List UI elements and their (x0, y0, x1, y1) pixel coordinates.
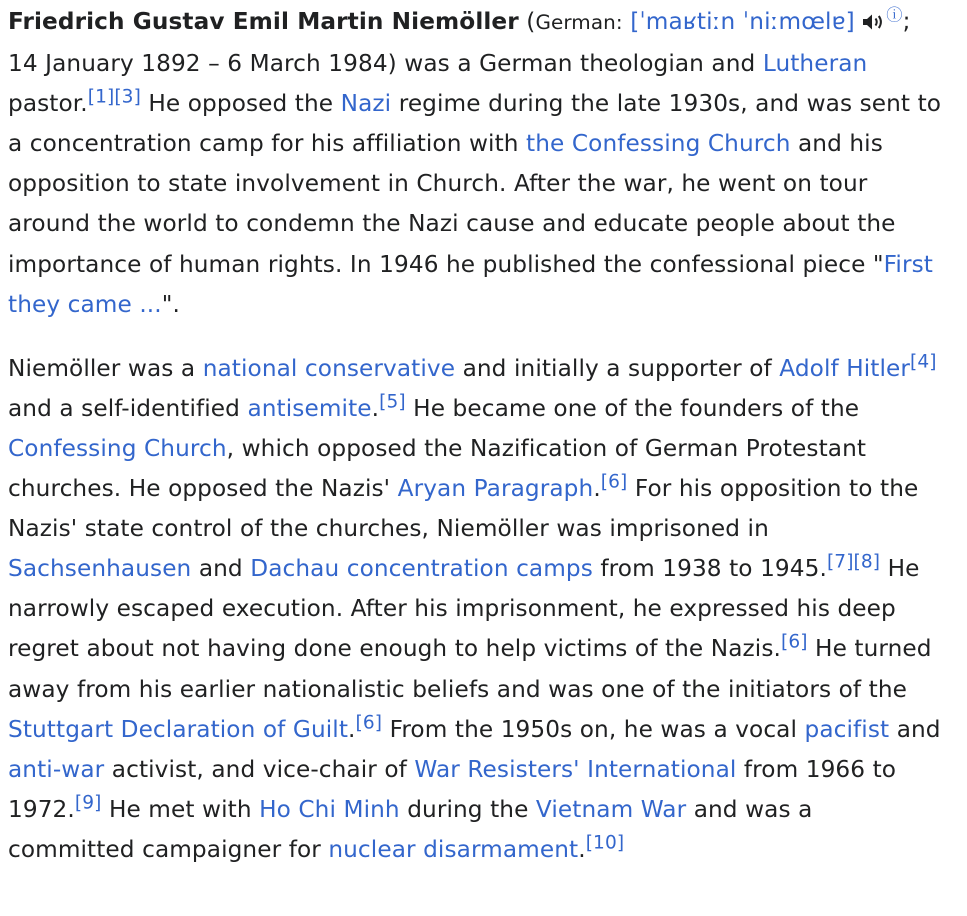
link-stuttgart-declaration[interactable]: Stuttgart Declaration of Guilt (8, 715, 349, 743)
text: ". (161, 290, 180, 318)
link-nuclear-disarmament[interactable]: nuclear disarmament (328, 835, 579, 863)
link-dachau[interactable]: Dachau concentration camps (250, 555, 593, 583)
text: He narrowly escaped execution. After his imprisonment, he expressed his deep regret about not having done enough to help victims of the Nazis. (8, 555, 920, 663)
text: . (578, 835, 586, 863)
text: activist, and vice-chair of (104, 755, 415, 783)
text: during the (399, 795, 536, 823)
link-confessing-church-2[interactable]: Confessing Church (8, 434, 227, 462)
lang-label: German: (535, 10, 623, 34)
link-aryan-paragraph[interactable]: Aryan Paragraph (397, 475, 594, 503)
lang-open: ( (518, 8, 536, 35)
text: For his opposition to the Nazis' state control of the churches, Niemöller was imprisoned in (8, 475, 919, 543)
text: and a self-identified (8, 394, 248, 422)
text: and was a committed campaigner for (8, 795, 813, 863)
link-antisemite[interactable]: antisemite (247, 394, 372, 422)
link-lutheran[interactable]: Lutheran (762, 50, 868, 78)
link-ho-chi-minh[interactable]: Ho Chi Minh (259, 795, 400, 823)
article-subject: Friedrich Gustav Emil Martin Niemöller (8, 8, 519, 35)
link-war-resisters[interactable]: War Resisters' International (414, 755, 737, 783)
text: From the 1950s on, he was a vocal (382, 715, 805, 743)
ref-5[interactable]: [5] (379, 391, 406, 413)
info-icon[interactable]: ⓘ (886, 5, 903, 25)
ref-9[interactable]: [9] (74, 792, 102, 814)
ref-4[interactable]: [4] (910, 351, 937, 373)
text: He met with (101, 795, 260, 823)
ref-3[interactable]: [3] (114, 86, 141, 108)
link-national-conservative[interactable]: national conservative (202, 354, 456, 382)
ref-6c[interactable]: [6] (355, 711, 383, 733)
text: He opposed the (140, 90, 341, 118)
text: from 1938 to 1945. (592, 555, 827, 583)
link-confessing-church[interactable]: the Confessing Church (526, 130, 791, 158)
speaker-icon[interactable] (862, 4, 886, 44)
ref-1[interactable]: [1] (87, 86, 115, 108)
text: and initially a supporter of (455, 354, 780, 382)
ipa-link[interactable]: [ˈmaʁtiːn ˈniːmœlɐ] (630, 8, 855, 35)
text: , which opposed the Nazification of German Protestant churches. He opposed the Nazis' (8, 434, 867, 503)
link-pacifist[interactable]: pacifist (804, 715, 890, 743)
ref-10[interactable]: [10] (585, 832, 625, 854)
ref-6[interactable]: [6] (600, 471, 628, 493)
ref-6b[interactable]: [6] (781, 631, 808, 653)
text: Niemöller was a (8, 354, 203, 382)
text: regime during the late 1930s, and was sent to a concentration camp for his affiliation with (8, 90, 942, 158)
link-sachsenhausen[interactable]: Sachsenhausen (8, 555, 192, 583)
text: and his opposition to state involvement in Church. After the war, he went on tour around the world to condemn the Nazi cause and educate people about the importance of human rights. In 1946 he published the confessional piece " (8, 130, 896, 278)
paragraph-biography (8, 349, 943, 870)
text: . (348, 715, 356, 743)
text: and (191, 555, 251, 583)
text: and (889, 715, 941, 743)
link-first-they-came[interactable]: First they came ... (8, 250, 933, 318)
link-vietnam-war[interactable]: Vietnam War (535, 795, 687, 823)
ref-8[interactable]: [8] (853, 551, 881, 573)
text: . (371, 394, 380, 422)
text: He became one of the founders of the (405, 394, 860, 422)
link-adolf-hitler[interactable]: Adolf Hitler (779, 354, 911, 382)
text: from 1966 to 1972. (8, 755, 897, 823)
dates-text: ; 14 January 1892 – 6 March 1984) was a German theologian and (8, 8, 911, 78)
link-nazi[interactable]: Nazi (340, 90, 392, 118)
paragraph-intro (8, 2, 943, 325)
link-anti-war[interactable]: anti-war (8, 755, 105, 783)
text: pastor. (8, 90, 88, 118)
ref-7[interactable]: [7] (826, 551, 854, 573)
text: . (593, 475, 601, 503)
text: He turned away from his earlier nationalistic beliefs and was one of the initiators of the (8, 635, 932, 703)
